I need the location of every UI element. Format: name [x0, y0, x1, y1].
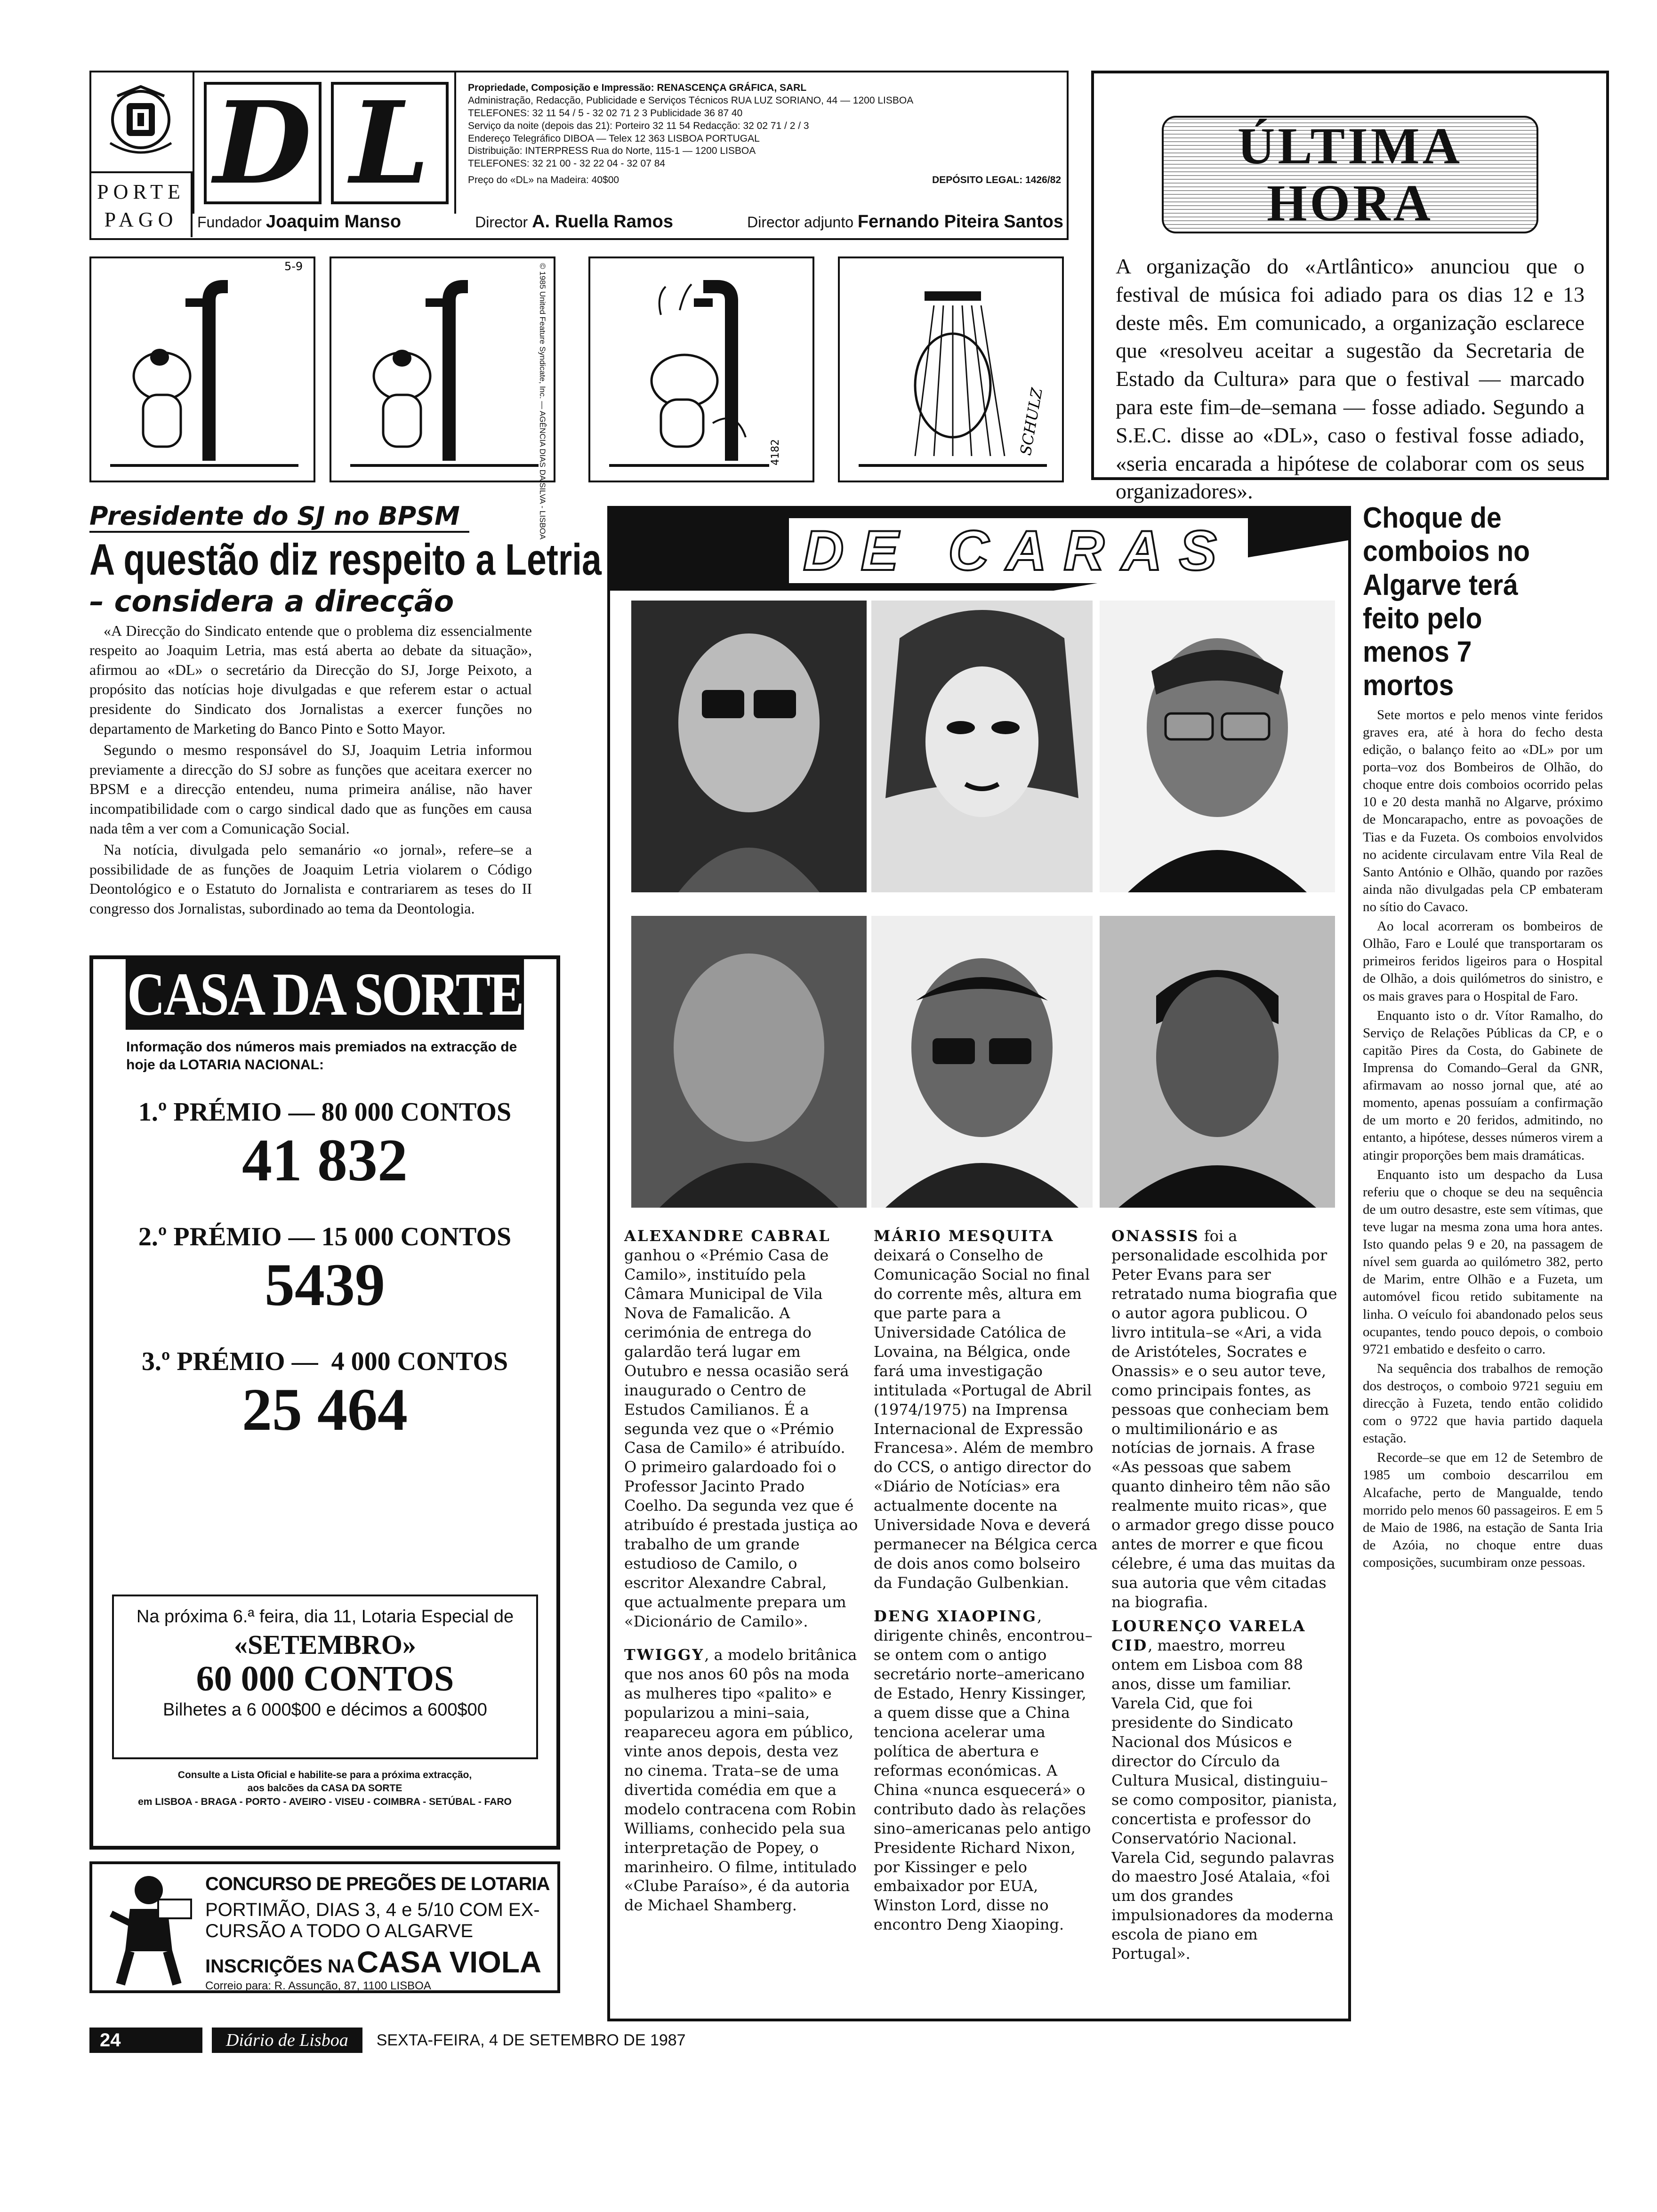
viola-inscricoes: INSCRIÇÕES NA CASA VIOLA: [205, 1945, 542, 1979]
photo-alexandre-cabral: [631, 601, 867, 892]
sj-article: [89, 501, 602, 921]
prize-label: 2.º PRÉMIO — 15 000 CONTOS: [138, 1222, 512, 1251]
sorte-special: «SETEMBRO»: [234, 1629, 416, 1660]
decaras-item: DENG XIAOPING, dirigente chinês, encontrou–se ontem com o antigo secretário norte–americano de Estado, Henry Kissinger, a quem disse que a China tenciona acelerar uma política de abertura e reformas económicas. A China «nunca esquecerá» o contributo dado às relações sino–americanas pelo antigo Presidente Richard Nixon, por Kissinger e pelo embaixador por EUA, Winston Lord, disse no encontro Deng Xiaoping.: [874, 1607, 1093, 1934]
fundador-credit: Fundador Joaquim Manso: [197, 212, 402, 232]
sorte-special-box: [112, 1595, 538, 1759]
prize-number: 5439: [265, 1251, 385, 1318]
logo-letter-l: L: [331, 82, 449, 204]
photo-onassis: [871, 916, 1093, 1208]
lottery-seller-icon: [102, 1871, 196, 1987]
choque-paragraph: Sete mortos e pelo menos vinte feridos graves era, até à hora do fecho desta edição, o balanço feito ao «DL» por um porta–voz dos Bombeiros de Olhão, do choque entre dois comboios ocorrido pelas 10 e 20 desta manhã no Algarve, próximo de Moncarapacho, entre as povoações de Tias e da Fuzeta. Os comboios envolvidos no acidente circulavam entre Vila Real de Santo António e Olhão, quando por razões ainda não divulgadas pela CP embateram no sítio do Cavaco.: [1363, 707, 1603, 914]
decaras-col-1: [624, 1226, 860, 1915]
masthead: [89, 71, 1069, 240]
sorte-prize-1: [93, 1097, 556, 1194]
casa-viola-ad: [89, 1861, 560, 1993]
prize-label: 3.º PRÉMIO — 4 000 CONTOS: [141, 1346, 508, 1376]
info-line: Administração, Redacção, Publicidade e Serviços Técnicos RUA LUZ SORIANO, 44 — 1200 LISBOA: [468, 95, 914, 106]
sorte-footer-line: aos balcões da CASA DA SORTE: [247, 1783, 402, 1794]
adjunto-credit: Director adjunto Fernando Piteira Santos: [747, 212, 1063, 232]
comic-panel-2: [330, 256, 555, 540]
photo-deng-xiaoping: [631, 916, 867, 1208]
decaras-item: LOURENÇO VARELA CID, maestro, morreu ontem em Lisboa com 88 anos, disse um familiar. Varela Cid, que foi presidente do Sindicato Nacional dos Músicos e director do Círculo da Cultura Musical, distinguiu–se como compositor, pianista, concertista e professor do Conservatório Nacional. Varela Cid, segundo palavras do maestro José Atalaia, «foi um dos grandes impulsionadores da moderna escola de piano em Portugal».: [1111, 1617, 1337, 1963]
svg-text:4182: 4182: [770, 439, 781, 465]
svg-text:SCHULZ: SCHULZ: [1016, 386, 1046, 457]
price-label: Preço do «DL» na Madeira: 40$00: [468, 175, 619, 186]
choque-paragraph: Enquanto isto o dr. Vítor Ramalho, do Serviço de Relações Públicas da CP, e o capitão Pires da Costa, do Gabinete de Imprensa do Comando–Geral da GNR, afirmavam ao nosso jornal que, até ao momento, apenas possuíam a confirmação de um morto e 20 feridos, admitindo, no entanto, a hipótese, desses números virem a atingir proporções bem mais dramáticas.: [1363, 1008, 1603, 1163]
deposito-legal: DEPÓSITO LEGAL: 1426/82: [932, 175, 1061, 186]
comic-panel-1: [89, 256, 315, 482]
director-credit: Director A. Ruella Ramos: [475, 212, 673, 232]
decaras-item: ONASSIS foi a personalidade escolhida por Peter Evans para ser retratado numa biografia que o autor agora publicou. O livro intitula–se «Ari, a vida de Aristóteles, Socrates e Onassis» e o seu autor teve, como principais fontes, as pessoas que conheciam bem o multimilionário e as notícias de jornais. A frase «As pessoas que sabem quanto dinheiro têm não são realmente muito ricas», que o armador grego disse pouco antes de morrer e que ficou célebre, é uma das muitas da sua autoria que vêm citadas na biografia.: [1111, 1227, 1337, 1611]
choque-paragraph: Enquanto isto um despacho da Lusa referiu que o choque se deu na sequência de um outro desastre, este sem vítimas, que teve lugar na mesma zona uma hora antes. Isto quando pelas 9 e 20, na passagem de nível sem guarda ao quilómetro 382, perto de Marim, entre Olhão e a Fuzeta, um automóvel ficou retido subitamente na linha. O veículo foi abandonado pelos seus ocupantes, tendo pouco depois, o comboio 9721 embatido e desfeito o carro.: [1363, 1167, 1603, 1357]
photo-mario-mesquita: [1100, 601, 1335, 892]
info-line: Propriedade, Composição e Impressão: RENASCENÇA GRÁFICA, SARL: [468, 82, 807, 93]
porte-pago-box: [91, 171, 193, 237]
de-caras-section: [607, 506, 1351, 2021]
info-line: TELEFONES: 32 21 00 - 32 22 04 - 32 07 84: [468, 158, 666, 169]
info-line: Endereço Telegráfico DIBOA — Telex 12 363 LISBOA PORTUGAL: [468, 133, 760, 144]
choque-body: [1363, 706, 1603, 1571]
viola-text: [205, 1874, 554, 1993]
sorte-footer: [93, 1769, 556, 1809]
prize-number: 25 464: [242, 1376, 408, 1443]
choque-paragraph: Na sequência dos trabalhos de remoção dos destroços, o comboio 9721 seguiu em direcção à Fuzeta, tendo então colidido com o 9722 que havia partido daquela estação.: [1363, 1361, 1603, 1446]
comic-panel-4: [838, 256, 1064, 482]
sj-subhead: – considera a direcção: [89, 584, 454, 618]
masthead-credits: [197, 212, 1063, 232]
sorte-footer-line: em LISBOA - BRAGA - PORTO - AVEIRO - VISEU - COIMBRA - SETÚBAL - FARO: [138, 1796, 512, 1807]
sj-headline: A questão diz respeito a Letria: [89, 535, 602, 584]
sj-paragraph: Na notícia, divulgada pelo semanário «o jornal», refere–se a possibilidade de as funções de Joaquim Letria violarem o Código Deontológico e o Estatuto do Jornalista e contrariarem as teses do II congresso dos Jornalistas, subordinado ao tema da Deontologia.: [89, 841, 532, 917]
sorte-title: CASA DA SORTE: [126, 959, 524, 1030]
ultima-hora-title: ÚLTIMA HORA: [1162, 116, 1538, 233]
viola-line: CURSÃO A TODO O ALGARVE: [205, 1921, 474, 1941]
prize-number: 41 832: [242, 1127, 408, 1194]
choque-headline: Choque de comboios no Algarve terá feito pelo menos 7 mortos: [1363, 502, 1530, 702]
sorte-amount: 60 000 CONTOS: [196, 1659, 454, 1699]
viola-title: CONCURSO DE PREGÕES DE LOTARIA: [205, 1874, 550, 1894]
sorte-intro: Informação dos números mais premiados na extracção de hoje da LOTARIA NACIONAL:: [126, 1039, 517, 1073]
sorte-prize-2: [93, 1222, 556, 1318]
decaras-item: TWIGGY, a modelo britânica que nos anos 60 pôs na moda as mulheres tipo «palito» e popularizou a mini–saia, reapareceu agora em público, vinte anos depois, desta vez no cinema. Trata–se de uma divertida comédia em que a modelo contracena com Robin Williams, conhecido pela sua interpretação de Popey, o marinheiro. O filme, intitulado «Clube Paraíso», é da autoria de Michael Shamberg.: [624, 1646, 857, 1915]
masthead-info: [468, 82, 1061, 187]
photo-twiggy: [871, 601, 1093, 892]
viola-line: PORTIMÃO, DIAS 3, 4 e 5/10 COM EX-: [205, 1899, 540, 1920]
prize-label: 1.º PRÉMIO — 80 000 CONTOS: [138, 1098, 512, 1127]
coat-of-arms-icon: [101, 82, 181, 176]
photo-lourenco-varela-cid: [1100, 916, 1335, 1208]
logo-letter-d: D: [204, 82, 322, 204]
info-line: Distribuição: INTERPRESS Rua do Norte, 115-1 — 1200 LISBOA: [468, 145, 756, 157]
decaras-item: MÁRIO MESQUITA deixará o Conselho de Comunicação Social no final do corrente mês, altura em que parte para a Universidade Católica de Lovaina, na Bélgica, onde fará uma investigação intitulada «Portugal de Abril (1974/1975) na Imprensa Internacional de Expressão Francesa». Além de membro do CCS, o antigo director do «Diário de Notícias» era actualmente docente na Universidade Nova e deverá permanecer na Bélgica cerca de dois anos como bolseiro da Fundação Gulbenkian.: [874, 1227, 1098, 1592]
sorte-tickets: Bilhetes a 6 000$00 e décimos a 600$00: [163, 1699, 487, 1720]
sj-paragraph: Segundo o mesmo responsável do SJ, Joaquim Letria informou previamente a direcção do SJ sobre as funções que aceitara exercer no BPSM e a direcção entendeu, numa primeira análise, não haver incompatibilidade com o cargo sindical dado que as funções em causa nada têm a ver com a Comunicação Social.: [89, 741, 532, 837]
page-number: 24: [89, 2028, 202, 2053]
choque-article: [1363, 501, 1603, 1573]
choque-paragraph: Recorde–se que em 12 de Setembro de 1985 um comboio descarrilou em Alcafache, perto de Mangualde, tendo morrido pelo menos 60 passageiros. E em 5 de Maio de 1986, na estação de Santa Iria de Azóia, no choque entre duas composições, sucumbiram onze pessoas.: [1363, 1450, 1603, 1571]
ultima-hora-box: [1091, 71, 1609, 504]
ultima-hora-text: A organização do «Artlântico» anunciou que o festival de música foi adiado para os dias 12 e 13 deste mês. Em comunicado, a organização esclarece que «resolveu aceitar a sugestão da Secretaria de Estado da Cultura» para que o festival — marcado para este fim–de–semana — fosse adiado. Segundo a S.E.C. disse ao «DL», caso o festival fosse adiado, «seria encarada a hipótese de colaborar com os seus organizadores».: [1116, 254, 1585, 504]
decaras-item: ALEXANDRE CABRAL ganhou o «Prémio Casa de Camilo», instituído pela Câmara Municipal de Vila Nova de Famalicão. A cerimónia de entrega do galardão terá lugar em Outubro e nessa ocasião será inaugurado o Centro de Estudos Camilianos. É a segunda vez que o «Prémio Casa de Camilo» é atribuído. O primeiro galardoado foi o Professor Jacinto Prado Coelho. Da segunda vez que é atribuído é prestada justiça ao trabalho de um grande estudioso de Camilo, o escritor Alexandre Cabral, que actualmente prepara um «Dicionário de Camilo».: [624, 1227, 858, 1631]
de-caras-title: DE CARAS: [789, 518, 1248, 583]
info-line: TELEFONES: 32 11 54 / 5 - 32 02 71 2 3 Publicidade 36 87 40: [468, 107, 743, 119]
comic-credit: © 1985 United Feature Syndicate, Inc. — AGÊNCIA DIAS DA SILVA - LISBOA: [538, 263, 547, 540]
sorte-footer-line: Consulte a Lista Oficial e habilite-se para a próxima extracção,: [177, 1770, 472, 1780]
sj-paragraph: «A Direcção do Sindicato entende que o problema diz essencialmente respeito ao Joaquim Letria, mas está aberta ao debate da situação», afirmou ao «DL» o secretário da Direcção do SJ, Jorge Peixoto, a propósito das notícias hoje divulgadas e que referem estar o actual presidente do Sindicato dos Jornalistas a exercer funções no departamento de Marketing do Banco Pinto e Sotto Mayor.: [89, 622, 532, 737]
sj-body: [89, 621, 532, 919]
footer-date: SEXTA-FEIRA, 4 DE SETEMBRO DE 1987: [376, 2031, 686, 2049]
decaras-col-3: [1111, 1226, 1337, 1964]
footer-paper-name: Diário de Lisboa: [212, 2028, 362, 2053]
casa-da-sorte-ad: [89, 955, 560, 1850]
dl-logo: [193, 72, 456, 214]
svg-text:5-9: 5-9: [284, 260, 303, 273]
comic-panel-3: [588, 256, 814, 482]
sorte-next-line: Na próxima 6.ª feira, dia 11, Lotaria Especial de: [136, 1607, 514, 1627]
info-line: Serviço da noite (depois das 21): Porteiro 32 11 54 Redacção: 32 02 71 / 2 / 3: [468, 120, 809, 131]
viola-correio: Correio para: R. Assunção, 87, 1100 LISBOA: [205, 1980, 431, 1992]
porte-pago-label: PORTE PAGO: [97, 180, 185, 232]
choque-paragraph: Ao local acorreram os bombeiros de Olhão, Faro e Loulé que transportaram os primeiros feridos ligeiros para o Hospital de Olhão, a dois quilómetros do sinistro, e os mais graves para o Hospital de Faro.: [1363, 919, 1603, 1004]
decaras-col-2: [874, 1226, 1100, 1934]
sj-kicker: Presidente do SJ no BPSM: [89, 501, 469, 533]
page-footer: [89, 2026, 1605, 2054]
sorte-prize-3: [93, 1346, 556, 1443]
